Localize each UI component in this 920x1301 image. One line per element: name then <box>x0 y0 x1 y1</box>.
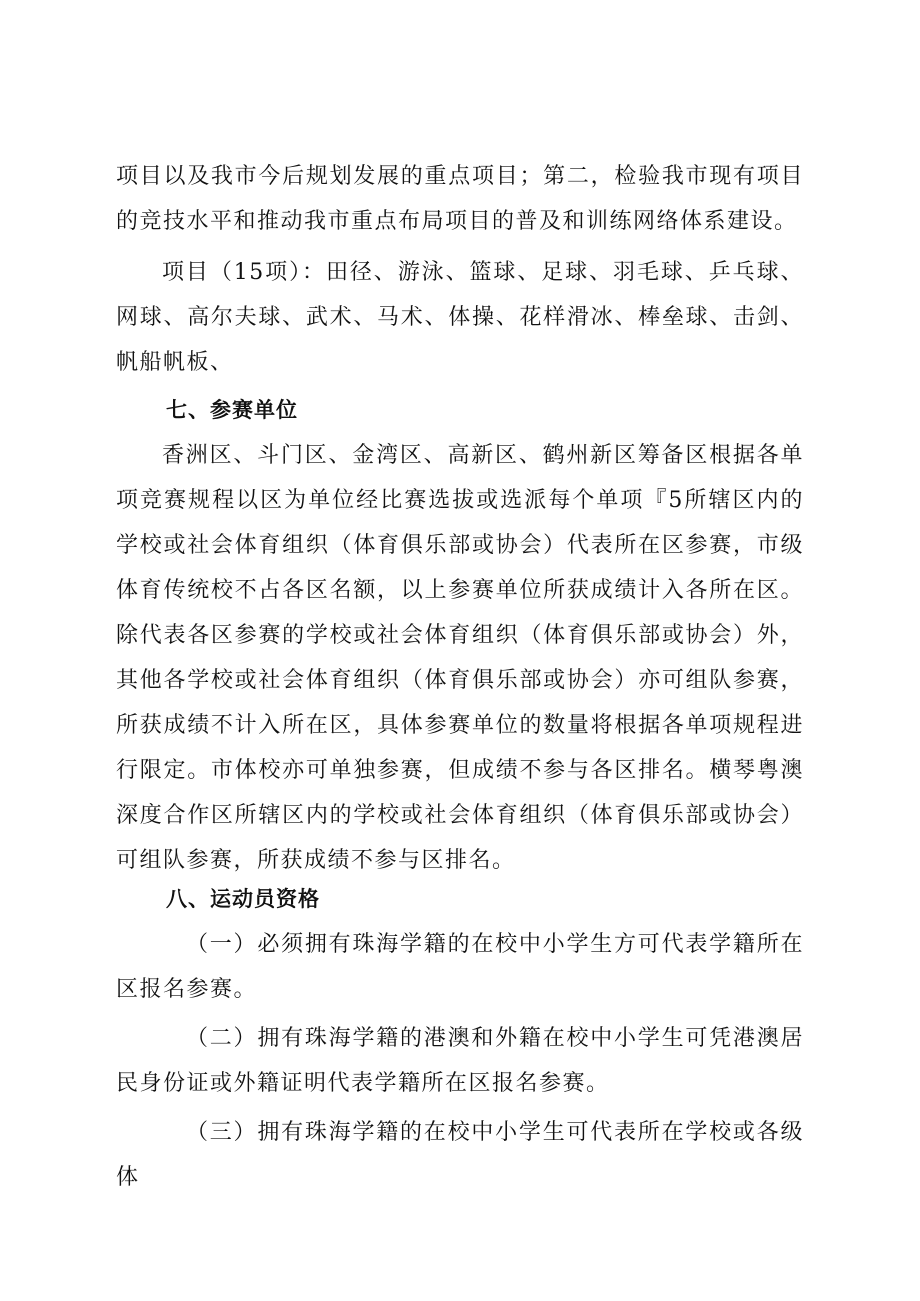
paragraph-participating-units: 香洲区、斗门区、金湾区、高新区、鹤州新区筹备区根据各单项竞赛规程以区为单位经比赛选拔或选派每个单项『5所辖区内的学校或社会体育组织（体育俱乐部或协会）代表所在区参赛，市级体育传统校不占各区名额，以上参赛单位所获成绩计入各所在区。除代表各区参赛的学校或社会体育组织（体育俱乐部或协会）外，其他各学校或社会体育组织（体育俱乐部或协会）亦可组队参赛，所获成绩不计入所在区，具体参赛单位的数量将根据各单项规程进行限定。市体校亦可单独参赛，但成绩不参与各区排名。横琴粤澳深度合作区所辖区内的学校或社会体育组织（体育俱乐部或协会）可组队参赛，所获成绩不参与区排名。 <box>116 443 804 873</box>
section-heading-participating-units: 七、参赛单位 <box>166 398 298 422</box>
eligibility-item-2: （二）拥有珠海学籍的港澳和外籍在校中小学生可凭港澳居民身份证或外籍证明代表学籍所在区报名参赛。 <box>116 1026 804 1096</box>
eligibility-item-3: （三）拥有珠海学籍的在校中小学生可代表所在学校或各级体 <box>116 1120 804 1190</box>
eligibility-item-1: （一）必须拥有珠海学籍的在校中小学生方可代表学籍所在区报名参赛。 <box>116 932 804 1002</box>
paragraph-project-list: 项目（15项）：田径、游泳、篮球、足球、羽毛球、乒乓球、网球、高尔夫球、武术、马术、体操、花样滑冰、棒垒球、击剑、帆船帆板、 <box>116 260 804 375</box>
paragraph-intro-continued: 项目以及我市今后规划发展的重点项目；第二，检验我市现有项目的竞技水平和推动我市重点布局项目的普及和训练网络体系建设。 <box>116 164 804 234</box>
section-heading-athlete-eligibility: 八、运动员资格 <box>166 887 320 911</box>
